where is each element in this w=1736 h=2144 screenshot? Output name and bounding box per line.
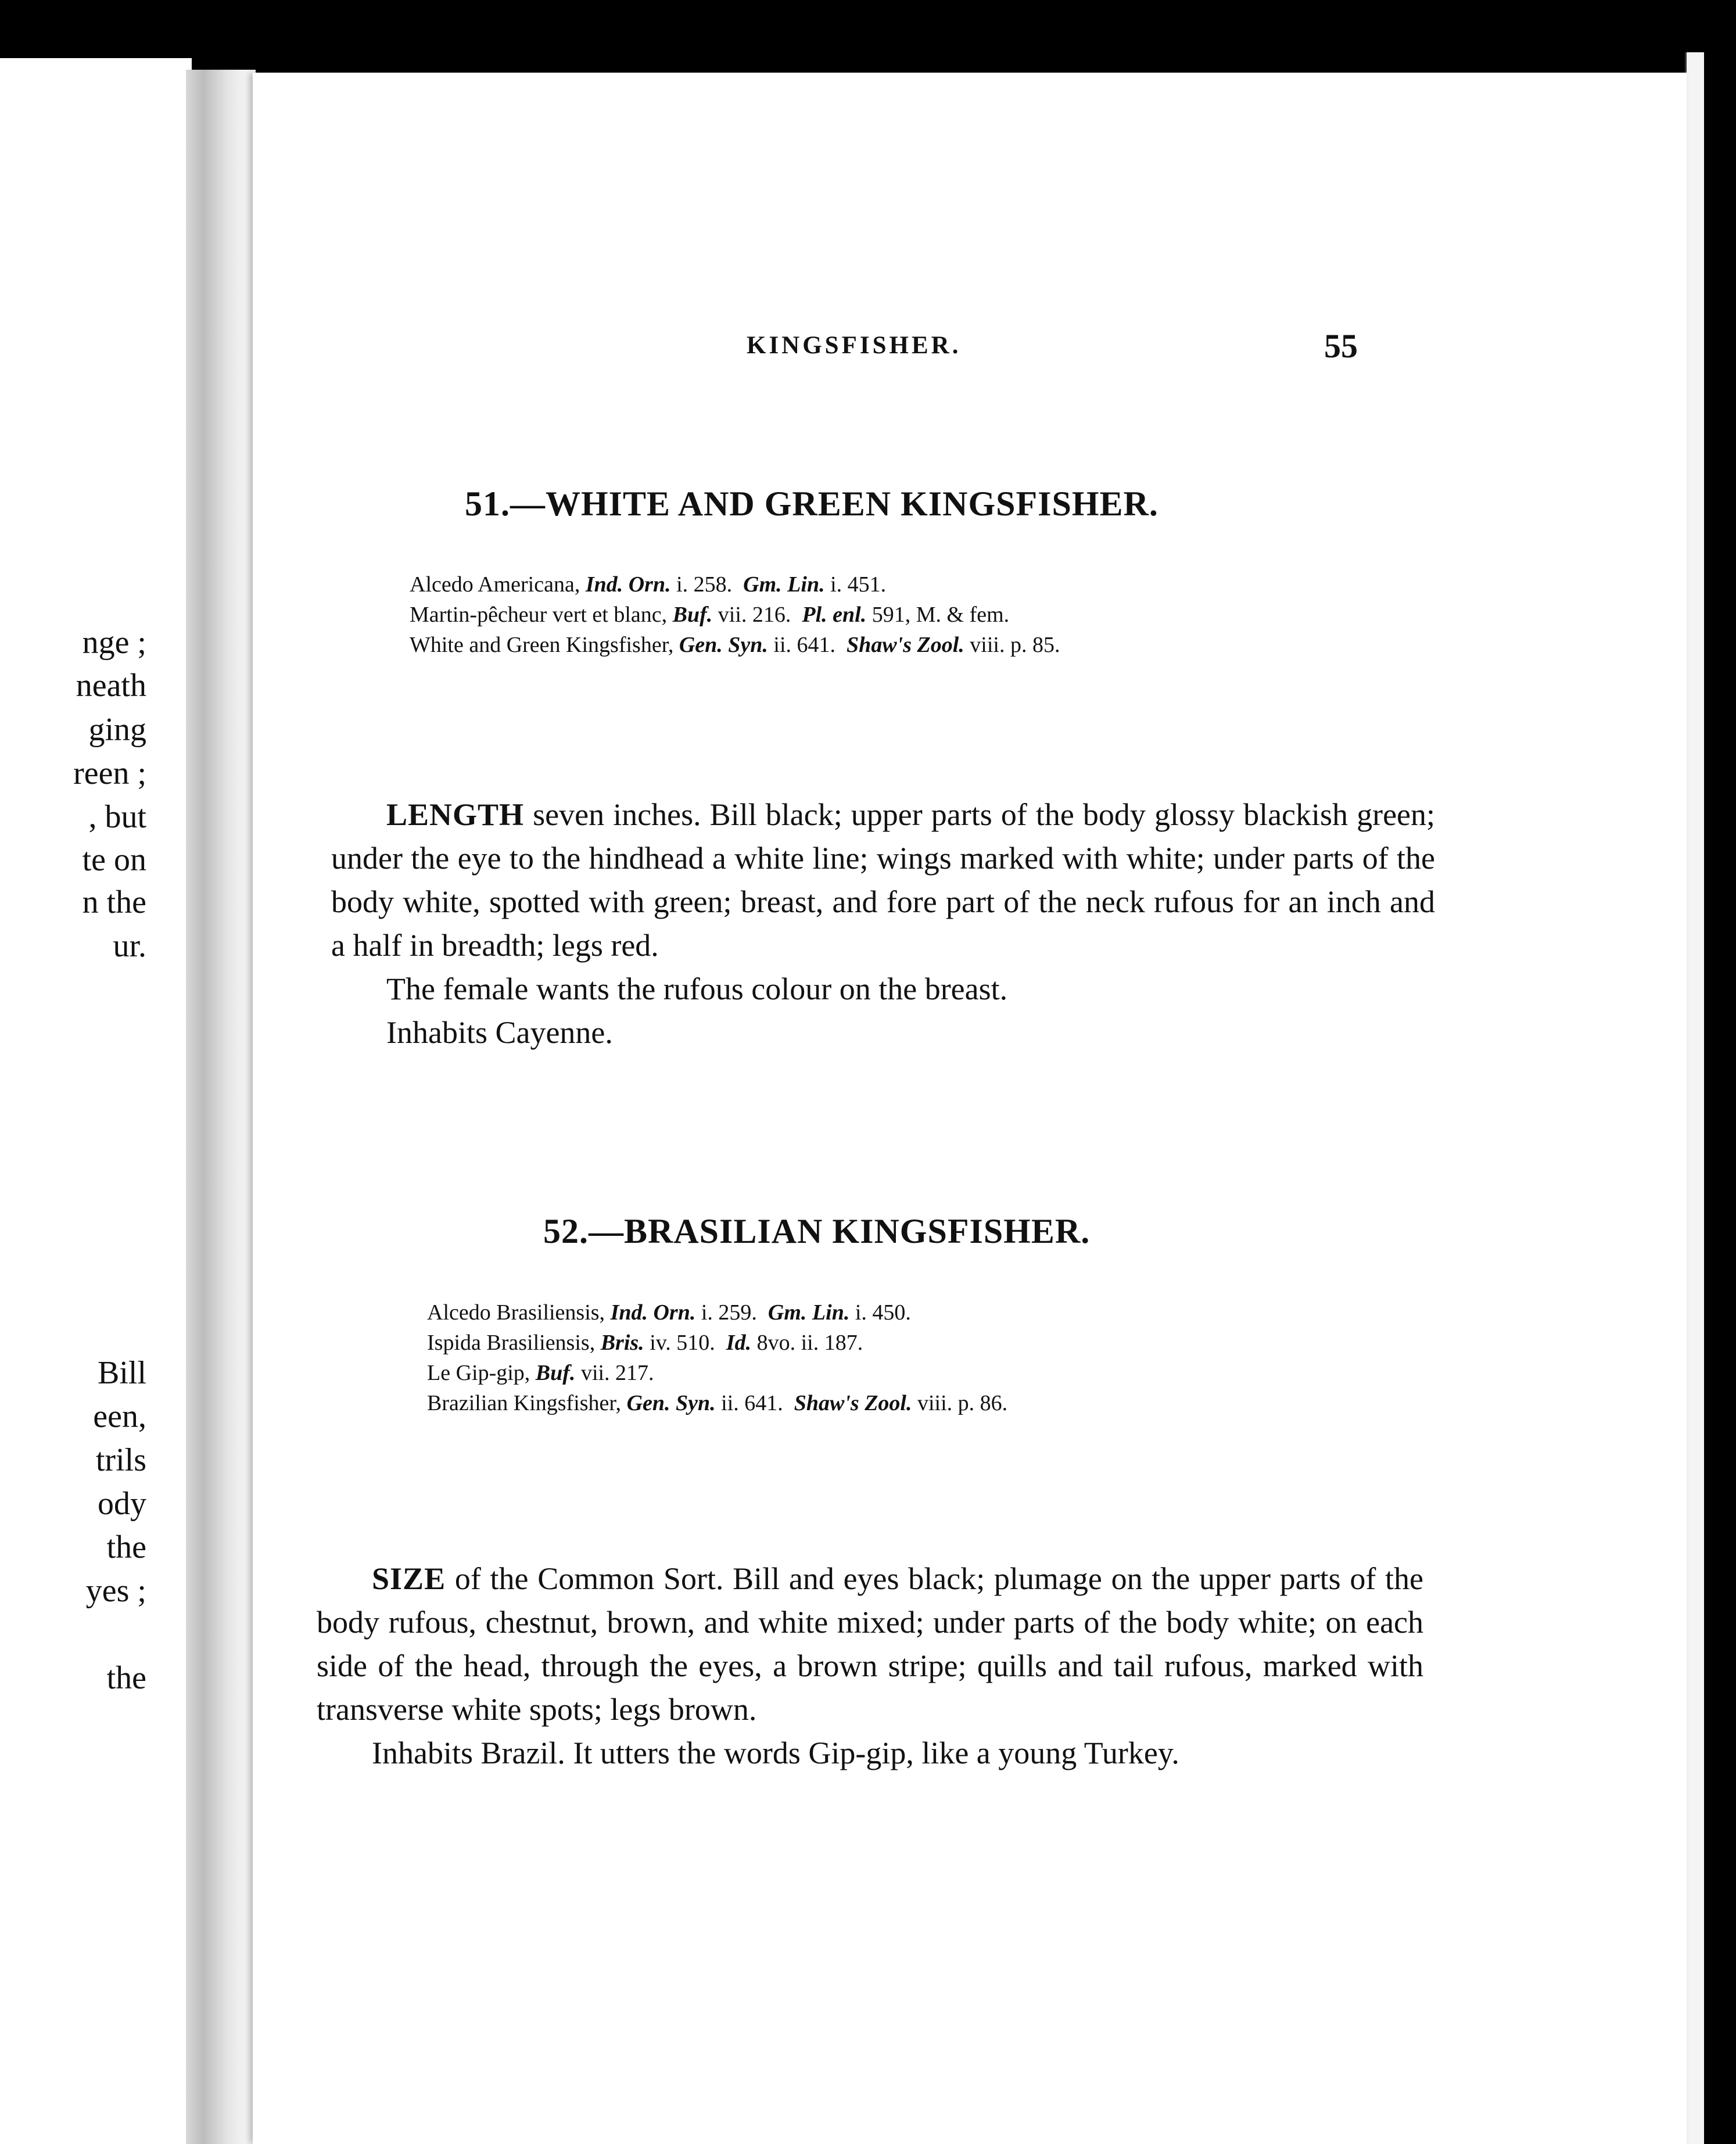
- facing-page-fragment: [0, 58, 192, 2144]
- facing-text-fragment: ging: [88, 712, 146, 748]
- habitat-note: Inhabits Brazil. It utters the words Gip-gip, like a young Turkey.: [372, 1736, 1179, 1770]
- synonym-line: Martin-pêcheur vert et blanc, Buf. vii. 216. Pl. enl. 591, M. & fem.: [410, 603, 1010, 627]
- entry-title: 52.—BRASILIAN KINGSFISHER.: [543, 1212, 1091, 1250]
- book-spine-shadow: [186, 70, 256, 2144]
- synonym-line: White and Green Kingsfisher, Gen. Syn. ii. 641. Shaw's Zool. viii. p. 85.: [410, 633, 1060, 657]
- facing-text-fragment: reen ;: [73, 755, 146, 791]
- description-text: of the Common Sort. Bill and eyes black; plumage on the upper parts of the body rufous, chestnut, brown, and white mixed; under parts of the body white; on each side of the head, through the eyes, a brown stripe; quills and tail rufous, marked with transverse white spots; legs brown.: [317, 1561, 1423, 1727]
- facing-text-fragment: the: [106, 1529, 146, 1565]
- facing-text-fragment: nge ;: [82, 625, 146, 661]
- synonym-line: Alcedo Americana, Ind. Orn. i. 258. Gm. Lin. i. 451.: [410, 572, 887, 597]
- page-edge: [1685, 52, 1704, 2144]
- synonym-line: Brazilian Kingsfisher, Gen. Syn. ii. 641. Shaw's Zool. viii. p. 86.: [427, 1391, 1008, 1415]
- facing-text-fragment: ody: [98, 1486, 146, 1522]
- synonym-list: [410, 569, 1060, 660]
- female-note: The female wants the rufous colour on the breast.: [386, 971, 1008, 1006]
- description-text: seven inches. Bill black; upper parts of the body glossy blackish green; under the eye to the hindhead a white line; wings marked with white; under parts of the body white, spotted with green; breast, and fore part of the neck rufous for an inch and a half in breadth; legs red.: [331, 797, 1436, 963]
- facing-text-fragment: te on: [82, 842, 146, 878]
- facing-text-fragment: Bill: [97, 1355, 146, 1391]
- facing-text-fragment: yes ;: [85, 1573, 146, 1609]
- page-number: 55: [1324, 327, 1358, 365]
- facing-text-fragment: neath: [76, 668, 146, 704]
- facing-text-fragment: ur.: [113, 928, 146, 964]
- entry-title: 51.—WHITE AND GREEN KINGSFISHER.: [465, 485, 1158, 523]
- description-lead: SIZE: [372, 1561, 446, 1596]
- facing-text-fragment: , but: [88, 799, 146, 835]
- entry-description: [317, 1557, 1423, 1775]
- synonym-line: Alcedo Brasiliensis, Ind. Orn. i. 259. Gm. Lin. i. 450.: [427, 1300, 911, 1325]
- book-page: [253, 73, 1687, 2144]
- synonym-line: Le Gip-gip, Buf. vii. 217.: [427, 1361, 654, 1385]
- facing-text-fragment: trils: [95, 1442, 146, 1478]
- habitat-note: Inhabits Cayenne.: [386, 1015, 613, 1050]
- running-head: KINGSFISHER.: [747, 332, 962, 359]
- synonym-line: Ispida Brasiliensis, Bris. iv. 510. Id. 8vo. ii. 187.: [427, 1331, 863, 1355]
- facing-text-fragment: n the: [82, 884, 146, 920]
- synonym-list: [427, 1297, 1007, 1418]
- description-lead: LENGTH: [386, 797, 525, 832]
- facing-text-fragment: een,: [93, 1399, 146, 1435]
- entry-description: [331, 793, 1435, 1055]
- facing-text-fragment: the: [106, 1660, 146, 1696]
